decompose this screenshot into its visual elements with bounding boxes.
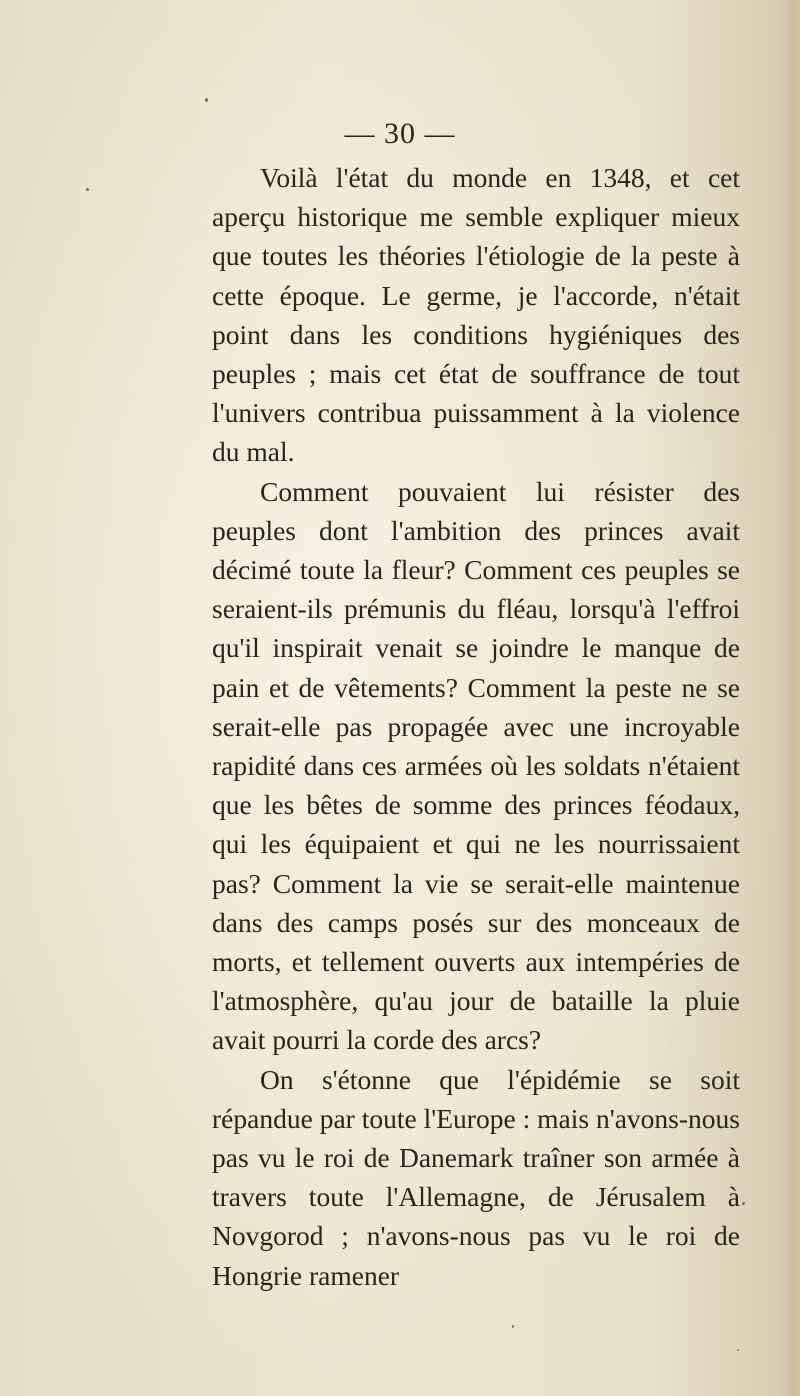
page-number: — 30 — bbox=[344, 117, 456, 150]
page-edge-shadow bbox=[786, 0, 800, 1396]
paragraph-3: On s'étonne que l'épidémie se soit répandue par toute l'Europe : mais n'avons-nous pas vu le roi de Danemark traîner son armée à travers toute l'Allemagne, de Jérusalem à Novgorod ; n'avons-nous pas vu le roi de Hongrie ramener bbox=[212, 1063, 740, 1291]
paragraph-2: Comment pouvaient lui résister des peuples dont l'ambition des princes avait décimé toute la fleur? Comment ces peuples se seraient-ils prémunis du fléau, lorsqu'à l'effroi qu'il inspirait venait se joindre le manque de pain et de vêtements? Comment la peste ne se serait-elle pas propagée avec une incroyable rapidité dans ces armées où les soldats n'étaient que les bêtes de somme des princes féodaux, qui les équipaient et qui ne les nourrissaient pas? Comment la vie se serait-elle maintenue dans des camps posés sur des monceaux de morts, et tellement ouverts aux intempéries de l'atmosphère, qu'au jour de bataille la pluie avait pourri la corde des arcs? bbox=[212, 475, 740, 1056]
body-text bbox=[212, 158, 740, 1295]
paragraph-1: Voilà l'état du monde en 1348, et cet aperçu historique me semble expliquer mieux que toutes les théories l'étiologie de la peste à cette époque. Le germe, je l'accorde, n'était point dans les conditions hygiéniques des peuples ; mais cet état de souffrance de tout l'univers contribua puissamment à la violence du mal. bbox=[212, 162, 740, 468]
